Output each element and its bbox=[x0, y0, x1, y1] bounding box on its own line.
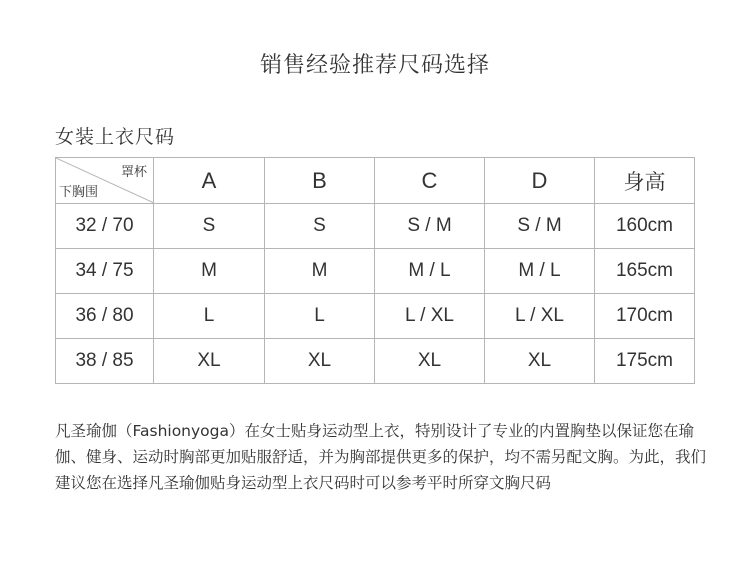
column-header-height: 身高 bbox=[595, 158, 695, 204]
height-cell: 165cm bbox=[595, 249, 695, 294]
size-cell: S bbox=[265, 204, 375, 249]
size-cell: M / L bbox=[375, 249, 485, 294]
column-header-c: C bbox=[375, 158, 485, 204]
size-cell: L / XL bbox=[485, 294, 595, 339]
size-cell: S / M bbox=[375, 204, 485, 249]
size-cell: L bbox=[154, 294, 265, 339]
corner-cell bbox=[56, 158, 154, 204]
band-cell: 34 / 75 bbox=[56, 249, 154, 294]
size-cell: L bbox=[265, 294, 375, 339]
band-cell: 32 / 70 bbox=[56, 204, 154, 249]
size-cell: XL bbox=[485, 339, 595, 384]
column-header-a: A bbox=[154, 158, 265, 204]
section-title: 女装上衣尺码 bbox=[55, 126, 176, 148]
band-cell: 36 / 80 bbox=[56, 294, 154, 339]
size-table bbox=[55, 157, 695, 384]
size-cell: M bbox=[154, 249, 265, 294]
size-cell: XL bbox=[154, 339, 265, 384]
column-header-d: D bbox=[485, 158, 595, 204]
table-header-row bbox=[56, 158, 695, 204]
cup-label: 罩杯 bbox=[120, 165, 147, 180]
table-row bbox=[56, 204, 695, 249]
size-advice-paragraph: 凡圣瑜伽（Fashionyoga）在女士贴身运动型上衣，特别设计了专业的内置胸垫以保证您在瑜伽、健身、运动时胸部更加贴服舒适，并为胸部提供更多的保护，均不需另配文胸。为此，我们建议您在选择凡圣瑜伽贴身运动型上衣尺码时可以参考平时所穿文胸尺码 bbox=[55, 422, 707, 492]
size-cell: L / XL bbox=[375, 294, 485, 339]
height-cell: 170cm bbox=[595, 294, 695, 339]
band-cell: 38 / 85 bbox=[56, 339, 154, 384]
table-row bbox=[56, 249, 695, 294]
size-cell: S bbox=[154, 204, 265, 249]
height-cell: 160cm bbox=[595, 204, 695, 249]
column-header-b: B bbox=[265, 158, 375, 204]
table-row bbox=[56, 294, 695, 339]
size-cell: XL bbox=[375, 339, 485, 384]
size-cell: M bbox=[265, 249, 375, 294]
size-cell: S / M bbox=[485, 204, 595, 249]
table-row bbox=[56, 339, 695, 384]
band-label: 下胸围 bbox=[59, 185, 99, 200]
size-cell: XL bbox=[265, 339, 375, 384]
size-cell: M / L bbox=[485, 249, 595, 294]
page-title: 销售经验推荐尺码选择 bbox=[259, 53, 490, 78]
height-cell: 175cm bbox=[595, 339, 695, 384]
